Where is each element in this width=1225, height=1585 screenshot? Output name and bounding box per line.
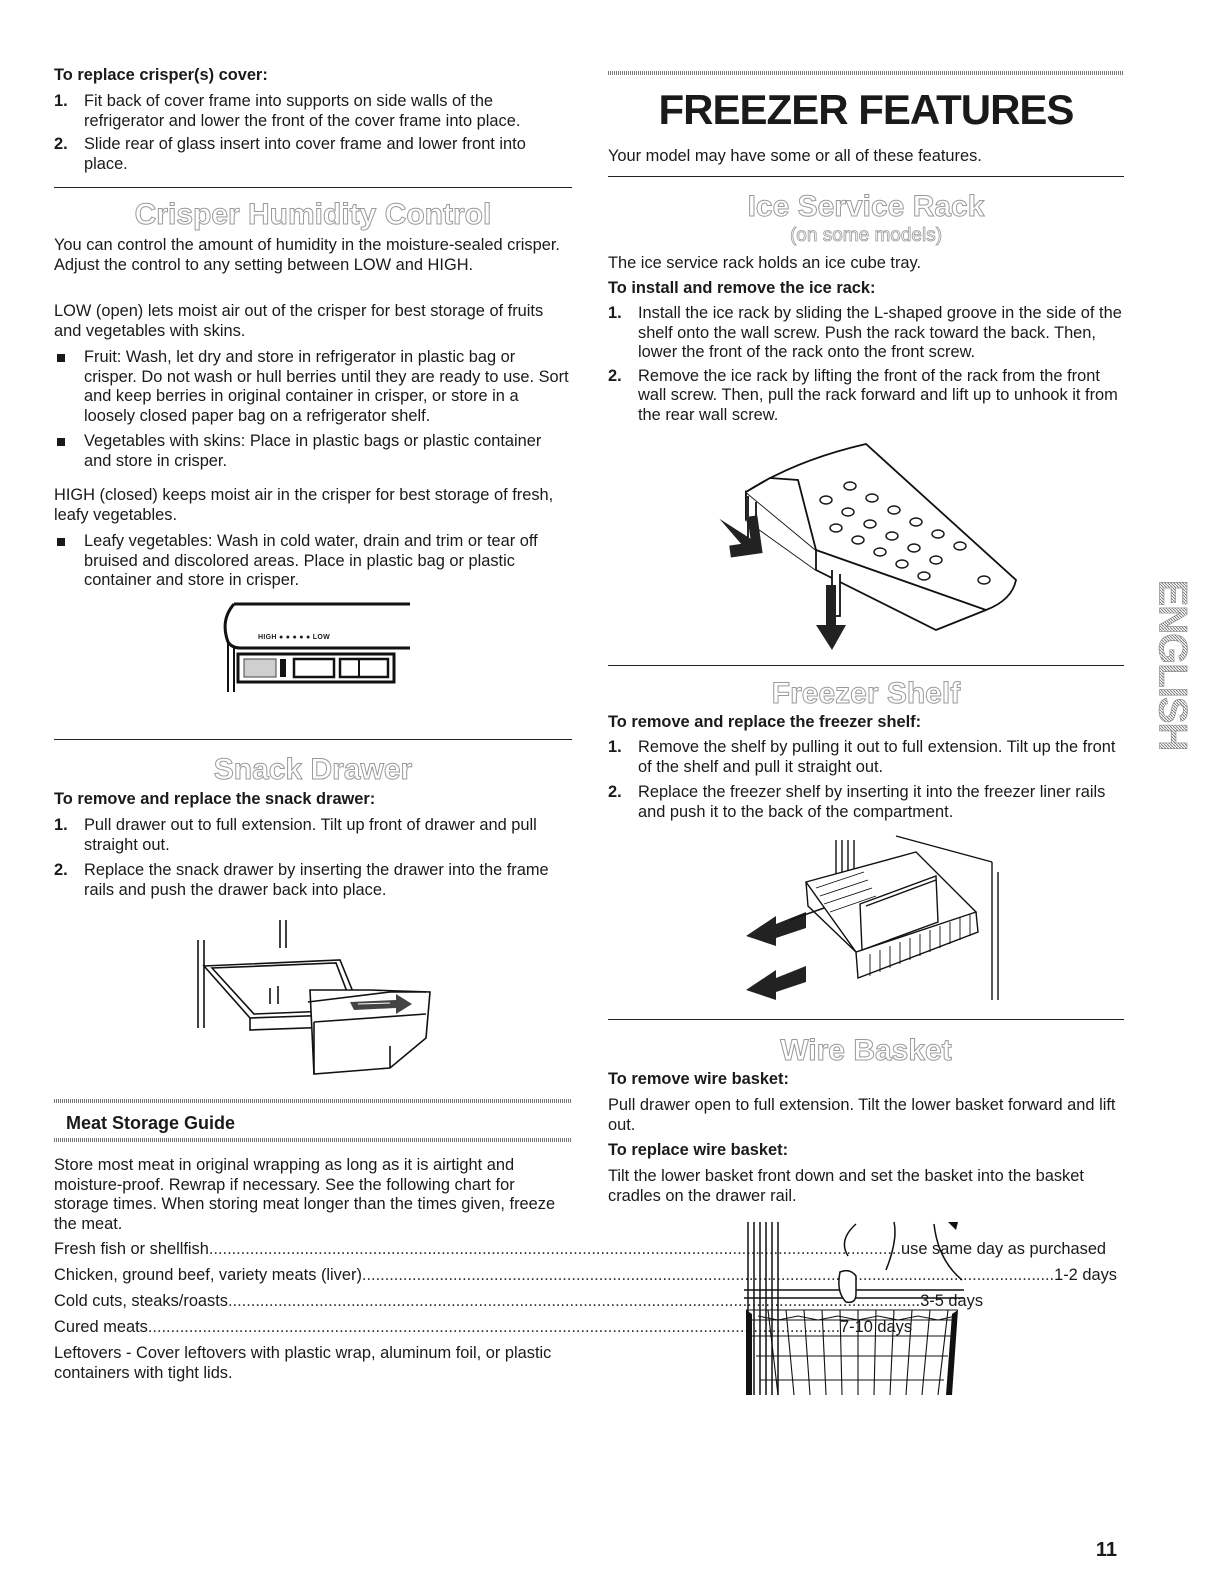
control-label: HIGH ● ● ● ● ● LOW [258,634,331,641]
freezer-shelf-steps [608,738,1124,822]
list-item: Leafy vegetables: Wash in cold water, drain and trim or tear off bruised and discolored areas. Place in plastic bag or plastic container and store in crisper. [54,532,572,591]
section-title-wire-basket: Wire Basket [780,1034,952,1067]
ice-rack-illustration [716,440,1026,650]
wire-basket-paragraph-2: Tilt the lower basket front down and set the basket into the basket cradles on the drawer rail. [608,1167,1084,1205]
list-item: Fruit: Wash, let dry and store in refrigerator in plastic bag or crisper. Do not wash or hull berries until they are ready to use. Sort and keep berries in original container in crisper, or store in a loosely closed paper bag on a refrigerator shelf. [54,348,572,426]
dotted-rule [54,1138,572,1142]
list-item: 2. Remove the ice rack by lifting the front of the rack from the front wall screw. Then, pull the rack forward and lift up to unhook it from the rear wall screw. [608,366,1118,424]
meat-leftovers: Leftovers - Cover leftovers with plastic wrap, aluminum foil, or plastic containers with tight lids. [54,1344,552,1382]
list-item: Vegetables with skins: Place in plastic bags or plastic container and store in crisper. [54,432,572,471]
meat-intro: Store most meat in original wrapping as long as it is airtight and moisture-proof. Rewrap if necessary. See the following chart for storage times. When storing meat longer than the times given, freeze the meat. [54,1156,556,1233]
freezer-shelf-illustration [746,832,1006,1002]
crisper-cover-heading: To replace crisper(s) cover: [54,66,268,84]
humidity-paragraph-1: You can control the amount of humidity in the moisture-sealed crisper. Adjust the control to any setting between LOW and HIGH. [54,236,560,274]
divider [608,1019,1124,1020]
humidity-bullets-2 [54,532,572,591]
snack-heading: To remove and replace the snack drawer: [54,790,376,808]
wire-basket-heading-1: To remove wire basket: [608,1070,789,1088]
freezer-shelf-heading: To remove and replace the freezer shelf: [608,713,922,731]
snack-drawer-illustration [190,918,440,1078]
table-row: Cold cuts, steaks/roasts ..... 3-5 days [54,1292,571,1312]
section-title-ice-rack: Ice Service Rack [747,190,985,223]
ice-rack-subtitle: (on some models) [789,225,943,246]
wire-basket-paragraph-1: Pull drawer open to full extension. Tilt the lower basket forward and lift out. [608,1096,1116,1134]
page-title: FREEZER FEATURES [658,86,1074,133]
meat-storage-table [54,1240,1117,1338]
section-title-snack: Snack Drawer [213,753,413,786]
meat-guide-title: Meat Storage Guide [66,1113,236,1133]
humidity-paragraph-3: HIGH (closed) keeps moist air in the crisper for best storage of fresh, leafy vegetables. [54,486,554,524]
humidity-control-illustration [214,598,414,698]
divider [54,187,572,188]
table-row: Cured meats ..... 7-10 days [54,1318,571,1338]
page-number: 11 [1095,1539,1117,1561]
freezer-intro: Your model may have some or all of these features. [608,147,982,165]
list-item: 1. Fit back of cover frame into supports on side walls of the refrigerator and lower the front of the cover frame into place. [54,92,521,130]
table-row: Chicken, ground beef, variety meats (liver) ..... 1-2 days [54,1266,571,1286]
divider [608,176,1124,177]
section-title-freezer-shelf: Freezer Shelf [771,677,961,710]
dotted-rule [608,71,1124,75]
section-title-humidity: Crisper Humidity Control [134,198,492,231]
divider [54,739,572,740]
side-tab-label: ENGLISH [1150,579,1195,751]
ice-rack-heading: To install and remove the ice rack: [608,279,876,297]
ice-rack-paragraph: The ice service rack holds an ice cube tray. [608,254,922,272]
list-item: 1. Install the ice rack by sliding the L-shaped groove in the side of the shelf onto the wall screw. Push the rack toward the back. Then, lower the front of the rack onto the front screw. [608,304,1122,361]
table-row: Fresh fish or shellfish ..... use same day as purchased [54,1240,571,1260]
list-item: 2. Slide rear of glass insert into cover frame and lower front into place. [54,135,526,173]
wire-basket-illustration [738,1220,968,1395]
divider [608,665,1124,666]
wire-basket-heading-2: To replace wire basket: [608,1141,789,1159]
list-item: 2. Replace the freezer shelf by inserting it into the freezer liner rails and push it to the back of the compartment. [608,783,1106,821]
humidity-paragraph-2: LOW (open) lets moist air out of the crisper for best storage of fruits and vegetables with skins. [54,302,544,340]
crisper-cover-steps [54,92,572,174]
language-side-tab [1150,575,1195,755]
dotted-rule [54,1099,572,1103]
humidity-bullets-1 [54,348,572,471]
list-item: 2. Replace the snack drawer by inserting the drawer into the frame rails and push the drawer back into place. [54,861,549,899]
list-item: 1. Pull drawer out to full extension. Tilt up front of drawer and pull straight out. [54,816,537,854]
snack-steps [54,816,572,900]
ice-rack-steps [608,304,1124,425]
list-item: 1. Remove the shelf by pulling it out to full extension. Tilt up the front of the shelf and pull it straight out. [608,738,1116,776]
